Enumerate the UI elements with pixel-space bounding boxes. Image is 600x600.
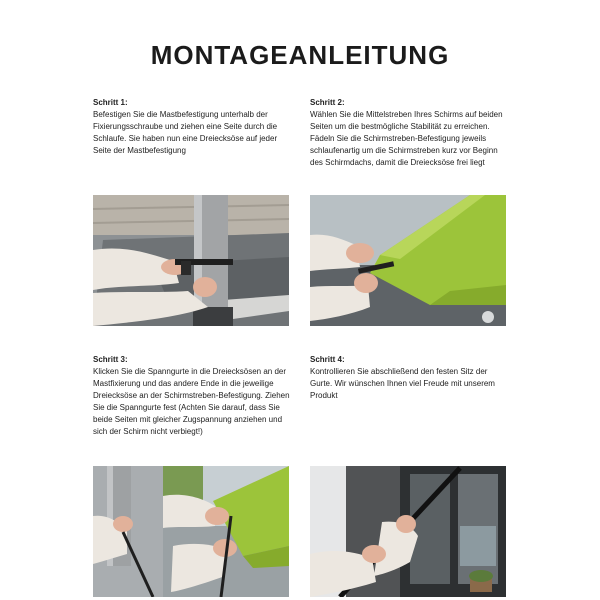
- step-4-heading: Schritt 4:: [310, 355, 345, 364]
- step-3-text: Klicken Sie die Spanngurte in die Dreiecksösen an der Mastfixierung und das andere Ende in die jeweilige Dreiecksöse an der Schirmstreben-Befestigung. Ziehen Sie die Spanngurte fest (Achten Sie darauf, dass Sie beide Seiten mit gleicher Zugspannung anziehen und sich der Schirm nicht verbiegt!): [93, 367, 290, 436]
- step-1-photo: [93, 195, 289, 326]
- step-4-photo: [310, 466, 506, 597]
- step-1-heading: Schritt 1:: [93, 98, 128, 107]
- step-2-photo: [310, 195, 506, 326]
- step-4: [310, 354, 510, 402]
- step-3-heading: Schritt 3:: [93, 355, 128, 364]
- step-4-text: Kontrollieren Sie abschließend den festen Sitz der Gurte. Wir wünschen Ihnen viel Freude mit unserem Produkt: [310, 367, 495, 400]
- step-2-heading: Schritt 2:: [310, 98, 345, 107]
- step-1-text: Befestigen Sie die Mastbefestigung unterhalb der Fixierungsschraube und ziehen eine Seite durch die Schlaufe. Sie haben nun eine Dreiecksöse auf jeder Seite der Mastbefestigung: [93, 110, 278, 155]
- step-1: [93, 97, 293, 157]
- step-2-text: Wählen Sie die Mittelstreben Ihres Schirms auf beiden Seiten um die bestmögliche Stabilität zu erreichen. Fädeln Sie die Schirmstreben-Befestigung jeweils schlaufenartig um die Schirmstreben kurz vor Beginn des Schirmdachs, damit die Dreiecksöse frei liegt: [310, 110, 503, 167]
- step-3: [93, 354, 293, 438]
- page-title: MONTAGEANLEITUNG: [150, 40, 450, 70]
- step-3-photo: [93, 466, 289, 597]
- step-2: [310, 97, 510, 169]
